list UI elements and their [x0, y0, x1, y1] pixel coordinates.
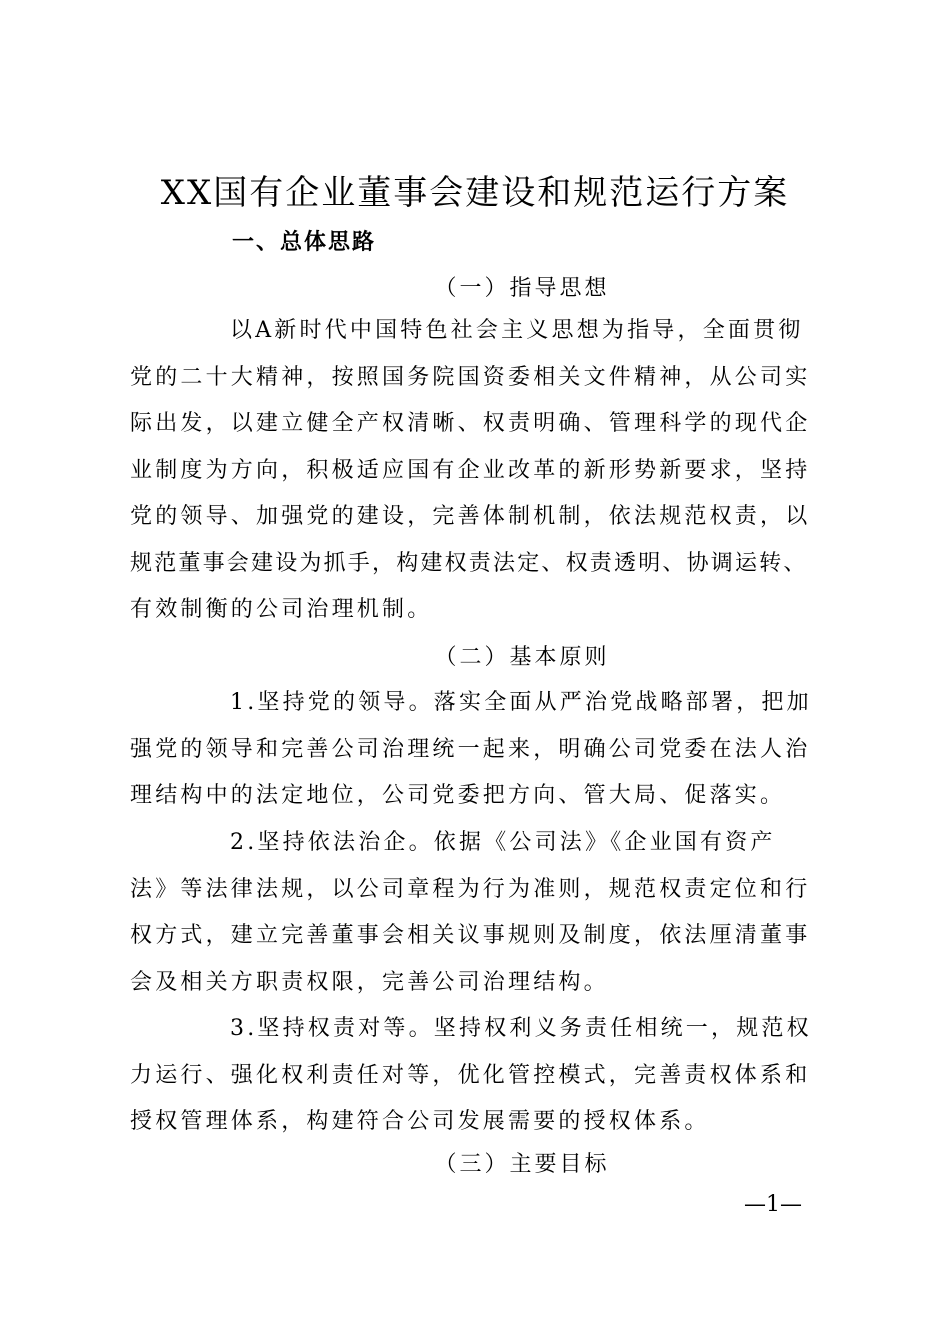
subsection-heading-main-objectives: （三）主要目标 [434, 1152, 610, 1177]
paragraph-line: 理结构中的法定地位，公司党委把方向、管大局、促落实。 [130, 783, 786, 808]
paragraph-guiding-ideology [130, 308, 820, 634]
subsection-heading-guiding-ideology: （一）指导思想 [434, 276, 610, 301]
paragraph-line: 会及相关方职责权限，完善公司治理结构。 [130, 969, 609, 995]
paragraph-principle-2 [130, 820, 820, 1006]
paragraph-line: 法》等法律法规，以公司章程为行为准则，规范权责定位和行 [130, 876, 811, 902]
paragraph-line: 以A新时代中国特色社会主义思想为指导，全面贯彻 [230, 318, 804, 343]
paragraph-line: 际出发，以建立健全产权清晰、权责明确、管理科学的现代企 [130, 411, 811, 436]
paragraph-line: 党的二十大精神，按照国务院国资委相关文件精神，从公司实 [130, 364, 811, 390]
paragraph-line: 有效制衡的公司治理机制。 [130, 597, 433, 622]
paragraph-principle-1 [130, 680, 820, 820]
paragraph-line: 规范董事会建设为抓手，构建权责法定、权责透明、协调运转、 [130, 550, 808, 576]
paragraph-line: 力运行、强化权利责任对等，优化管控模式，完善责权体系和 [130, 1062, 811, 1088]
section-heading-overall-approach: 一、总体思路 [232, 230, 377, 255]
paragraph-line: 强党的领导和完善公司治理统一起来，明确公司党委在法人治 [130, 736, 811, 762]
document-title: XX国有企业董事会建设和规范运行方案 [160, 173, 790, 213]
paragraph-line: 1.坚持党的领导。落实全面从严治党战略部署，把加 [230, 690, 812, 715]
paragraph-line: 2.坚持依法治企。依据《公司法》《企业国有资产 [230, 830, 776, 855]
paragraph-line: 权方式，建立完善董事会相关议事规则及制度，依法厘清董事 [130, 923, 811, 948]
paragraph-line: 3.坚持权责对等。坚持权利义务责任相统一，规范权 [230, 1016, 812, 1041]
page-number: —1— [744, 1192, 802, 1217]
paragraph-line: 业制度为方向，积极适应国有企业改革的新形势新要求，坚持 [130, 457, 811, 483]
paragraph-line: 授权管理体系，构建符合公司发展需要的授权体系。 [130, 1109, 710, 1134]
paragraph-principle-3 [130, 1006, 820, 1146]
subsection-heading-basic-principles: （二）基本原则 [434, 645, 610, 670]
paragraph-line: 党的领导、加强党的建设，完善体制机制，依法规范权责，以 [130, 504, 811, 529]
